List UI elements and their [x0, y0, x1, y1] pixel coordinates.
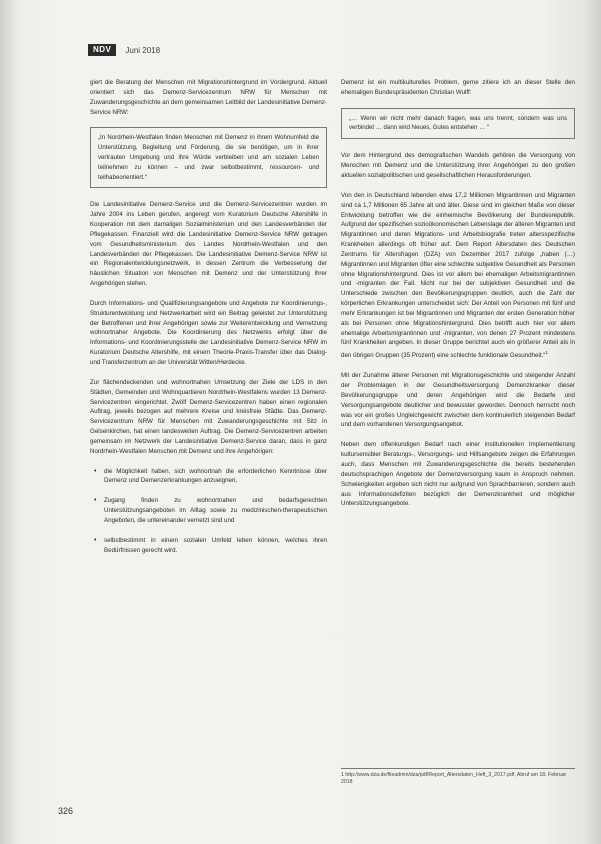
paragraph: Zur flächendeckenden und wohnortnahen Umsetzung der Ziele der LDS in den Städten, Gemeinden und Wohnquartieren Nordrhein-Westfalens wurden 13 Demenz-Servicezentren eingerichtet. Zwölf Demenz-Servicezentren haben einen regionalen Auftrag, jeweils bezogen auf mehrere Kreise und kreisfreie Städte. Das Demenz-Servicezentrum NRW für Menschen mit Zuwanderungsgeschichte mit Sitz in Gelsenkirchen, hat einen landesweiten Auftrag. Die Demenz-Servicezentren arbeiten gemeinsam im Netzwerk der Landesinitiative Demenz-Service daran, dass in ganz Nordrhein-Westfalen Menschen mit Demenz und ihre Angehörigen:: [90, 378, 327, 455]
quote-box: „… Wenn wir nicht mehr danach fragen, was uns trennt, sondern was uns verbindet … dann wird Neues, Gutes entstehen … “: [341, 108, 575, 140]
paragraph: Die Landesinitiative Demenz-Service und die Demenz-Servicezentren wurden im Jahre 2004 ins Leben gerufen, angeregt vom Kuratorium Deutsche Altershilfe in Kooperation mit dem damaligen Sozialministerium und den Landesverbänden der Pflegekassen. Finanziell wird die Landesinitiative Demenz-Service NRW getragen vom Gesundheitsministerium des Landes Nordrhein-Westfalen und den Landesverbänden der Pflegekassen. Die Landesinitiative Demenz-Service NRW ist ein Regionalentwicklungsnetzwerk, in dessen Zentrum die Verbesserung der häuslichen Situation von Menschen mit Demenz und der Unterstützung ihrer Angehörigen stehen.: [90, 201, 327, 288]
paragraph: giert die Beratung der Menschen mit Migrationshintergrund im Vordergrund. Aktuell orientiert sich das Demenz-Servicezentrum NRW für Menschen mit Zuwanderungsgeschichte an dem gemeinsamen Leitbild der Landesinitiative Demenz-Service NRW:: [90, 79, 327, 116]
paragraph-text: Von den in Deutschland lebenden etwa 17,2 Millionen Migrantinnen und Migranten sind ca 1,7 Millionen 65 Jahre alt und älter. Diese sind im gleichen Maße von dieser Entwicklung betroffen wie die einheimische Bevölkerung der Bundesrepublik. Aufgrund der spezifischen sozioökonomischen Lebenslage der älteren Migranten und Migrantinnen und deren Migrations- und Arbeitsbiografie treten altersspezifische Krankheiten allerdings oft früher auf. Dem Report Altersdaten des Deutschen Zentrums für Altersfragen (DZA) von Dezember 2017 zufolge „haben (…) Migrantinnen und Migranten öfter eine schlechte subjektive Gesundheit als Personen ohne Migrationshintergrund. Dies ist vor allem bei ehemaligen Arbeitsmigrantinnen und -migranten der Fall. Nicht nur bei der subjektiven Gesundheit und die Unterschiede zwischen den Bevölkerungsgruppen deutlich, auch die Zahl der körperlichen Erkrankungen unterscheidet sich: Der Anteil von Personen mit fünf und mehr Erkrankungen ist bei Migrantinnen und Migranten der ersten Generation höher als bei Personen ohne Migrationshintergrund. Dies betrifft auch hier vor allem ehemalige Arbeitsmigrantinnen und -migranten, von denen 27 Prozent mindestens fünf Krankheiten angeben. In dieser Gruppe berichtet auch ein größerer Anteil als in den übrigen Gruppen (35 Prozent) eine schlechte funktionale Gesundheit.“: [341, 191, 575, 360]
page-header: [88, 44, 160, 56]
list-item: • die Möglichkeit haben, sich wohnortnah die erforderlichen Kenntnisse über Demenz und Demenzerkrankungen anzueignen,: [90, 467, 327, 487]
left-column: [90, 78, 327, 566]
paragraph: Neben dem offenkundigen Bedarf nach einer institutionellen Implementierung kultursensibler Beratungs-, Versorgungs- und Hilfsangebote zeigen die Erfahrungen auch, dass Menschen mit Zuwanderungsgeschichte die bereits bestehenden deutschsprachigen Angebote der Demenzversorgung kaum in Anspruch nehmen. Schwierigkeiten ergeben sich nicht nur aufgrund von Sprachbarrieren, sondern auch aus Informationsdefiziten bezüglich der Demenzkrankheit und möglicher Unterstützungsangebote.: [341, 441, 575, 508]
quote-box: „In Nordrhein-Westfalen finden Menschen mit Demenz in ihrem Wohnumfeld die Unterstützung, Begleitung und Förderung, die sie benötigen, um in ihrer vertrauten Umgebung und ihre Würde verbleiben und am sozialen Leben teilnehmen zu können – und zwar selbstbestimmt, ressourcen- und teilhabeorientiert.“: [90, 127, 327, 188]
page-number: 326: [58, 806, 74, 816]
paragraph: Vor dem Hintergrund des demografischen Wandels gehören die Versorgung von Menschen mit Demenz und die Unterstützung ihrer Angehörigen zu den großen aktuellen sozialpolitischen und gesellschaftlichen Herausforderungen.: [341, 152, 575, 179]
issue-date: Juni 2018: [125, 45, 161, 55]
list-item: • selbstbestimmt in einem sozialen Umfeld leben können, welches ihren Bedürfnissen gerecht wird.: [90, 536, 327, 556]
paragraph: Durch Informations- und Qualifizierungsangebote und Angebote zur Koordinierungs-, Strukturentwicklung und Netzwerkarbeit wird ein Beitrag geleistet zur Unterstützung der Betroffenen und ihrer Angehörigen sowie zur Weiterentwicklung und Vernetzung wohnortnaher Angebote. Die Koordinierung des Netzwerks erfolgt über die Informations- und Koordinierungsstelle der Landesinitiative Demenz-Service NRW im Kuratorium Deutsche Altershilfe, mit einem Theorie-Praxis-Transfer über das Dialog- und Transferzentrum an der Universität Witten/Herdecke.: [90, 299, 327, 367]
right-column: [341, 78, 575, 519]
paragraph: Mit der Zunahme älterer Personen mit Migrationsgeschichte und steigender Anzahl der Problemlagen in der Gesundheitsversorgung Demenzkranker dieser Bevölkerungsgruppe und deren Angehörigen wird die Bedarfe und Versorgungsangebote deutlicher und bewusster geworden. Dennoch herrscht noch was vor ein großes Ungleichgewicht zwischen dem kontinuierlich steigenden Bedarf und dem vorhandenen Versorgungsangebot.: [341, 372, 575, 429]
footnote: 1 http://www.dza.de/fileadmin/dza/pdf/Report_Altersdaten_Heft_3_2017.pdf, Abruf am 18. Februar 2018: [341, 768, 575, 787]
paragraph: [341, 191, 575, 361]
list-item: • Zugang finden zu wohnortnahen und bedarfsgerechten Unterstützungsangeboten im Alltag sowie zu medizinischen-therapeutischen Angeboten, die untereinander vernetzt sind und: [90, 496, 327, 526]
paragraph: Demenz ist ein multikulturelles Problem, gerne zitiere ich an dieser Stelle den ehemaligen Bundespräsidenten Christian Wulff:: [341, 79, 575, 96]
journal-badge: NDV: [88, 44, 116, 56]
footnote-marker[interactable]: 1: [545, 350, 548, 356]
bullet-list: [90, 467, 327, 556]
